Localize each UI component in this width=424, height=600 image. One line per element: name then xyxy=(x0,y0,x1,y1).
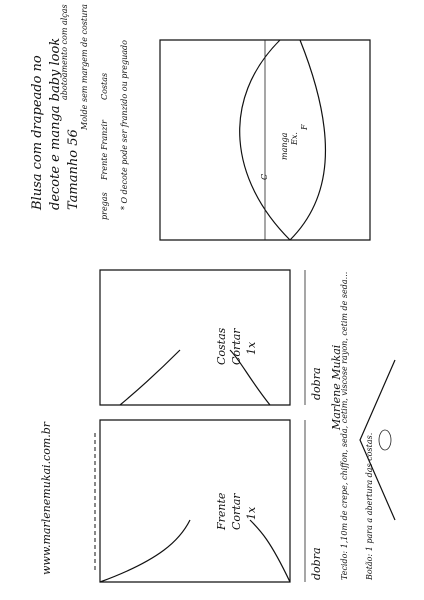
sleeve-piece xyxy=(160,40,370,240)
sleeve-c: C xyxy=(260,173,269,180)
note-franzir: Franzir xyxy=(100,120,109,150)
back-qty: 1x xyxy=(245,341,258,355)
back-name: Costas xyxy=(215,327,228,365)
front-qty: 1x xyxy=(245,506,258,520)
note-fabric: Tecido: 1,10m de crepe, chiffon, seda, cetim, viscose rayon, cetim de seda... xyxy=(340,271,349,580)
note-decote: * O decote pode ser franzido ou preguado xyxy=(120,40,129,210)
front-fold: dobra xyxy=(310,547,323,580)
front-piece xyxy=(95,420,305,582)
title-line-3: Tamanho 56 xyxy=(66,129,81,210)
front-cut: Cortar xyxy=(230,493,243,530)
note-pregas: pregas xyxy=(100,192,109,220)
back-cut: Cortar xyxy=(230,328,243,365)
note-frente: Frente xyxy=(100,152,109,180)
note-molde: Molde sem margem de costura xyxy=(80,4,89,130)
title-line-1: Blusa com drapeado no xyxy=(30,55,45,210)
note-abotoamento: abotoamento com alças xyxy=(60,4,69,100)
note-costas: Costas xyxy=(100,72,109,100)
site-url: www.marlenemukai.com.br xyxy=(40,421,53,575)
back-piece xyxy=(100,270,305,405)
title-line-2: decote e manga baby look xyxy=(48,37,63,210)
front-name: Frente xyxy=(215,492,228,530)
sleeve-manga: manga xyxy=(280,132,289,160)
signature: Marlene Mukai xyxy=(330,344,343,430)
sleeve-ex: Ex. xyxy=(290,132,299,145)
back-fold: dobra xyxy=(310,367,323,400)
sleeve-f: F xyxy=(300,124,309,130)
note-botao: Botão: 1 para a abertura das costas. xyxy=(365,432,374,580)
